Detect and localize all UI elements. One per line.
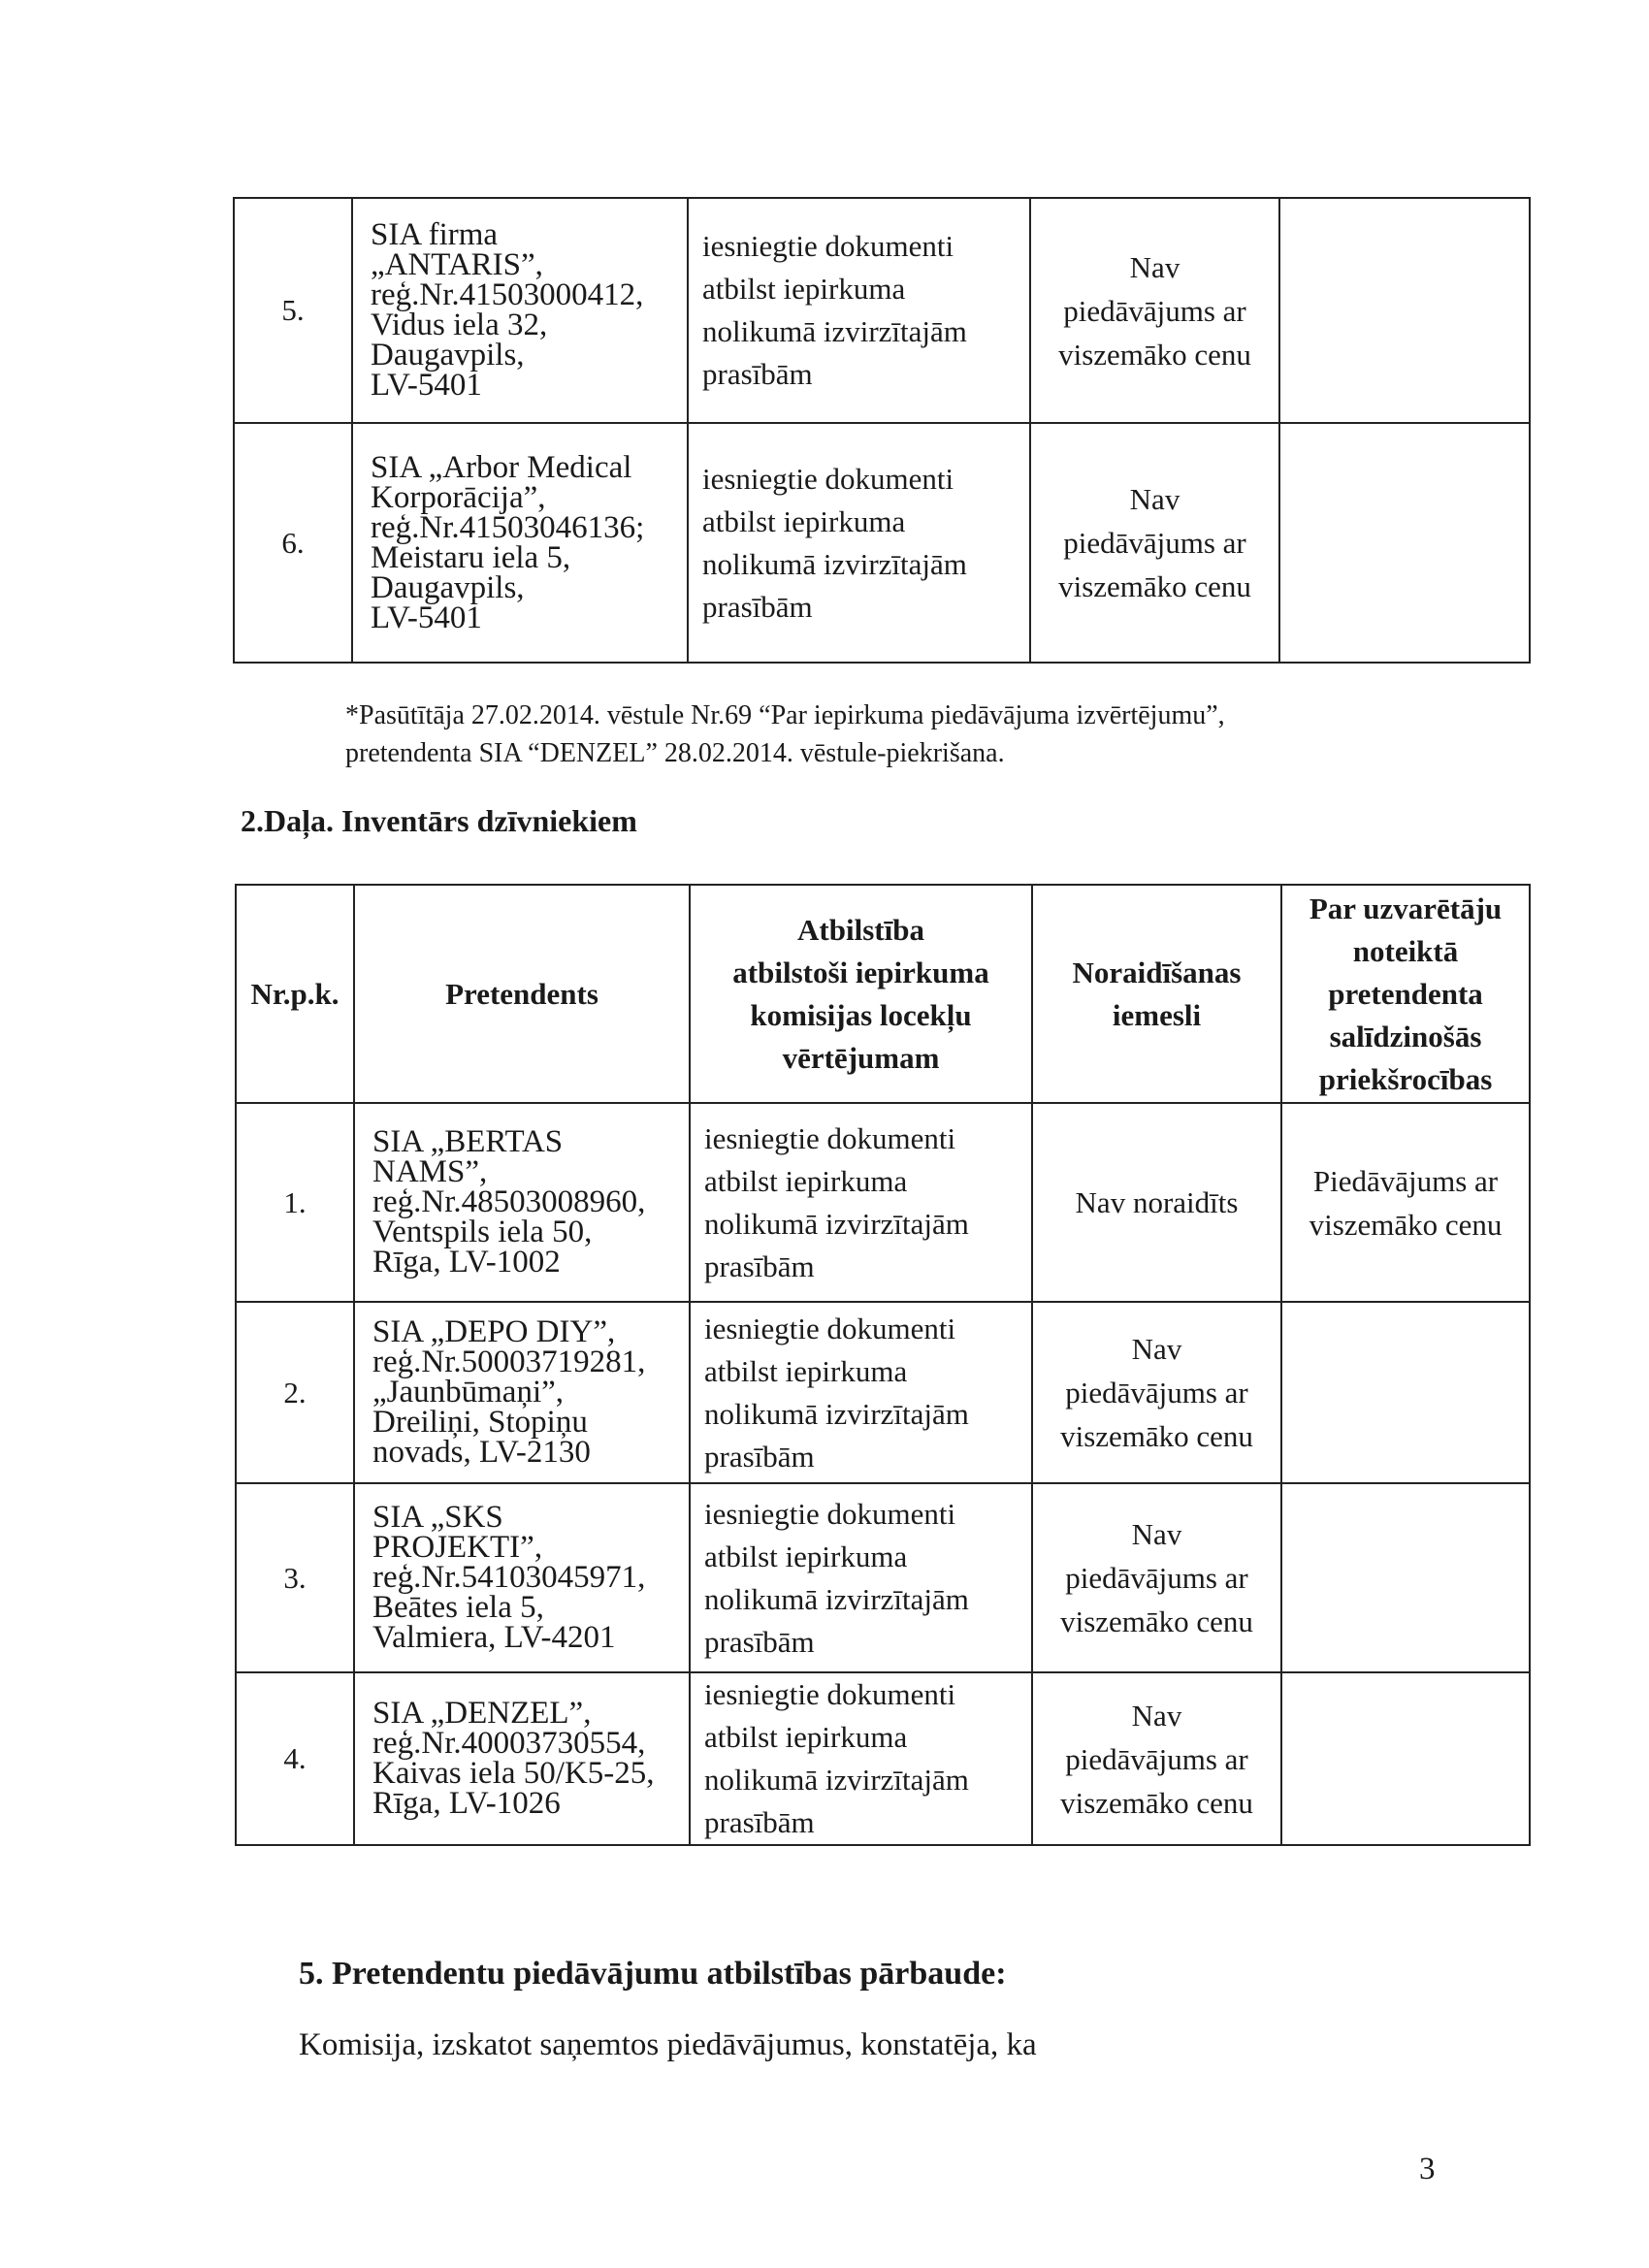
row-number: 4. — [236, 1672, 354, 1845]
cell-line: atbilst iepirkuma — [704, 1163, 908, 1198]
cell-line: Ventspils iela 50, — [372, 1215, 593, 1249]
cell-line: salīdzinošās — [1329, 1019, 1482, 1053]
cell-line: nolikumā izvirzītajām — [702, 546, 967, 581]
cell-line: Nav — [1129, 249, 1180, 284]
cell-line: SIA „DENZEL”, — [372, 1696, 592, 1731]
cell-prieksrocibas — [1281, 1672, 1530, 1845]
cell-line: Atbilstība — [797, 912, 924, 947]
cell-atbilstiba — [690, 1672, 1032, 1845]
cell-line: reģ.Nr.41503046136; — [371, 509, 645, 545]
cell-line: viszemāko cenu — [1058, 337, 1251, 372]
cell-line: Nav — [1131, 1698, 1182, 1733]
cell-line: novads, LV-2130 — [372, 1435, 591, 1470]
cell-line: Nav — [1131, 1517, 1182, 1551]
table-row — [234, 198, 1530, 423]
cell-line: piedāvājums ar — [1065, 1561, 1248, 1595]
part2-title: 2.Daļa. Inventārs dzīvniekiem — [241, 803, 637, 838]
cell-line: atbilst iepirkuma — [704, 1539, 908, 1573]
cell-line: piedāvājums ar — [1063, 526, 1246, 560]
header-noraidisanas — [1032, 885, 1281, 1103]
cell-line: prasībām — [704, 1805, 815, 1839]
cell-line: SIA firma — [371, 217, 499, 252]
cell-line: nolikumā izvirzītajām — [702, 314, 967, 348]
cell-line: PROJEKTI”, — [372, 1530, 543, 1565]
cell-atbilstiba — [690, 1103, 1032, 1302]
cell-pretendents — [354, 1103, 690, 1302]
cell-line: iesniegtie dokumenti — [704, 1120, 956, 1155]
cell-line: NAMS”, — [372, 1154, 488, 1189]
table-row — [236, 1302, 1530, 1483]
row-number: 3. — [236, 1483, 354, 1672]
cell-atbilstiba — [690, 1483, 1032, 1672]
cell-line: priekšrocības — [1318, 1061, 1493, 1096]
cell-line: Noraidīšanas — [1072, 955, 1242, 989]
cell-prieksrocibas — [1281, 1103, 1530, 1302]
cell-line: Rīga, LV-1026 — [372, 1786, 561, 1821]
cell-line: Nr.p.k. — [250, 976, 340, 1011]
cell-line: vērtējumam — [782, 1040, 940, 1075]
cell-line: nolikumā izvirzītajām — [704, 1581, 969, 1616]
header-prieksrocibas — [1281, 885, 1530, 1103]
cell-line: prasībām — [702, 589, 813, 624]
cell-line: prasībām — [704, 1624, 815, 1659]
cell-pretendents — [354, 1302, 690, 1483]
header-nr — [236, 885, 354, 1103]
section5-title: 5. Pretendentu piedāvājumu atbilstības pārbaude: — [299, 1956, 1007, 1992]
cell-line: prasībām — [702, 357, 813, 391]
cell-noraidisanas — [1032, 1302, 1281, 1483]
cell-line: Nav — [1129, 482, 1180, 516]
cell-line: atbilstoši iepirkuma — [732, 955, 989, 989]
cell-atbilstiba — [690, 1302, 1032, 1483]
cell-line: reģ.Nr.50003719281, — [372, 1345, 646, 1379]
cell-line: noteiktā — [1352, 933, 1459, 968]
section5-text: Komisija, izskatot saņemtos piedāvājumus, konstatēja, ka — [299, 2027, 1037, 2062]
cell-prieksrocibas — [1281, 1483, 1530, 1672]
cell-line: komisijas locekļu — [750, 997, 972, 1032]
cell-line: nolikumā izvirzītajām — [704, 1763, 969, 1797]
footnote-line: *Pasūtītāja 27.02.2014. vēstule Nr.69 “Par iepirkuma piedāvājuma izvērtējumu”, — [345, 700, 1225, 730]
cell-line: viszemāko cenu — [1060, 1604, 1253, 1638]
cell-noraidisanas — [1032, 1672, 1281, 1845]
page-number: 3 — [1419, 2152, 1436, 2187]
cell-pretendents — [354, 1483, 690, 1672]
cell-line: Kaivas iela 50/K5-25, — [372, 1756, 655, 1791]
cell-line: pretendenta — [1328, 976, 1483, 1011]
cell-line: LV-5401 — [371, 599, 482, 635]
cell-line: nolikumā izvirzītajām — [704, 1206, 969, 1241]
cell-pretendents — [352, 423, 688, 663]
cell-line: Daugavpils, — [371, 338, 525, 373]
cell-line: Dreiliņi, Stopiņu — [372, 1405, 588, 1440]
cell-line: iemesli — [1112, 997, 1202, 1032]
cell-line: atbilst iepirkuma — [702, 503, 906, 538]
cell-line: iesniegtie dokumenti — [702, 229, 954, 263]
row-number: 5. — [234, 198, 352, 423]
cell-line: piedāvājums ar — [1065, 1741, 1248, 1776]
cell-line: reģ.Nr.48503008960, — [372, 1184, 646, 1219]
table-row — [236, 1672, 1530, 1845]
cell-pretendents — [354, 1672, 690, 1845]
cell-line: reģ.Nr.40003730554, — [372, 1726, 646, 1761]
cell-line: reģ.Nr.41503000412, — [371, 277, 644, 312]
cell-line: piedāvājums ar — [1065, 1376, 1248, 1409]
cell-line: „ANTARIS”, — [371, 247, 543, 282]
table-header-row — [236, 885, 1530, 1103]
cell-line: iesniegtie dokumenti — [704, 1311, 956, 1345]
cell-pretendents — [352, 198, 688, 423]
cell-line: Beātes iela 5, — [372, 1590, 544, 1625]
table-row — [236, 1103, 1530, 1302]
cell-noraidisanas — [1032, 1483, 1281, 1672]
cell-line: Valmiera, LV-4201 — [372, 1620, 616, 1655]
cell-line: nolikumā izvirzītajām — [704, 1396, 969, 1431]
cell-noraidisanas — [1030, 198, 1279, 423]
cell-line: SIA „DEPO DIY”, — [372, 1314, 616, 1349]
cell-line: Daugavpils, — [371, 569, 525, 605]
cell-line: Meistaru iela 5, — [371, 539, 571, 575]
cell-line: Korporācija”, — [371, 479, 546, 515]
cell-noraidisanas — [1032, 1103, 1281, 1302]
cell-line: LV-5401 — [371, 368, 482, 403]
cell-prieksrocibas — [1279, 423, 1530, 663]
cell-atbilstiba — [688, 423, 1030, 663]
table-part1-continuation — [233, 197, 1531, 664]
cell-line: SIA „Arbor Medical — [371, 449, 632, 485]
table-row — [234, 423, 1530, 663]
cell-line: viszemāko cenu — [1058, 569, 1251, 603]
cell-line: iesniegtie dokumenti — [702, 461, 954, 496]
table-part2 — [235, 884, 1531, 1846]
cell-line: Vidus iela 32, — [371, 308, 548, 342]
row-number: 1. — [236, 1103, 354, 1302]
cell-prieksrocibas — [1279, 198, 1530, 423]
table-row — [236, 1483, 1530, 1672]
header-pretendents — [354, 885, 690, 1103]
row-number: 2. — [236, 1302, 354, 1483]
cell-line: iesniegtie dokumenti — [704, 1496, 956, 1531]
cell-line: prasībām — [704, 1248, 815, 1283]
cell-line: Piedāvājums ar — [1312, 1163, 1499, 1198]
cell-line: Rīga, LV-1002 — [372, 1245, 561, 1280]
cell-line: atbilst iepirkuma — [702, 272, 906, 306]
cell-line: viszemāko cenu — [1060, 1419, 1253, 1453]
cell-line: SIA „BERTAS — [372, 1124, 564, 1159]
cell-line: viszemāko cenu — [1309, 1207, 1503, 1242]
cell-line: viszemāko cenu — [1060, 1785, 1253, 1820]
cell-line: atbilst iepirkuma — [704, 1353, 908, 1388]
cell-line: Nav noraidīts — [1075, 1185, 1239, 1219]
cell-prieksrocibas — [1281, 1302, 1530, 1483]
cell-line: „Jaunbūmaņi”, — [372, 1375, 565, 1409]
row-number: 6. — [234, 423, 352, 663]
cell-line: Nav — [1131, 1332, 1182, 1366]
cell-line: Par uzvarētāju — [1309, 891, 1503, 925]
cell-line: SIA „SKS — [372, 1500, 503, 1535]
footnote-line: pretendenta SIA “DENZEL” 28.02.2014. vēstule-piekrišana. — [345, 738, 1005, 768]
cell-line: piedāvājums ar — [1063, 293, 1246, 328]
cell-atbilstiba — [688, 198, 1030, 423]
header-atbilstiba — [690, 885, 1032, 1103]
cell-line: reģ.Nr.54103045971, — [372, 1560, 646, 1595]
cell-line: atbilst iepirkuma — [704, 1720, 908, 1754]
cell-line: iesniegtie dokumenti — [704, 1677, 956, 1711]
cell-noraidisanas — [1030, 423, 1279, 663]
cell-line: Pretendents — [445, 976, 598, 1011]
cell-line: prasībām — [704, 1439, 815, 1474]
footnote — [345, 697, 1225, 772]
